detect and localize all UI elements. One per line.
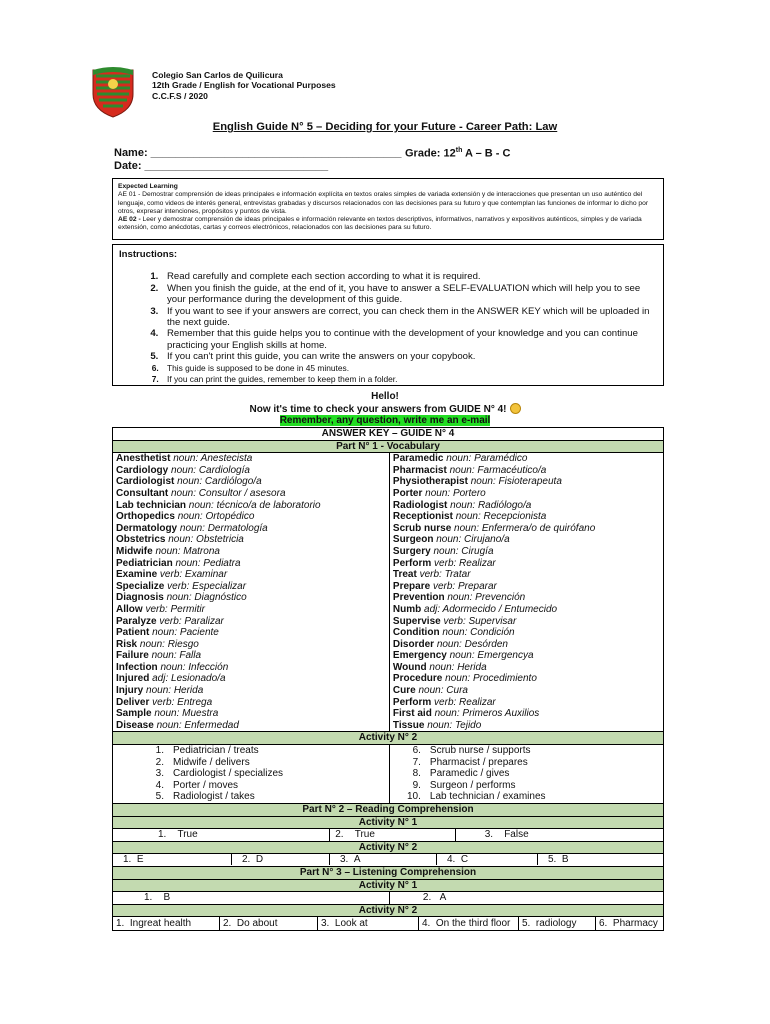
vocab-entry [389,720,663,732]
vocab-translation: noun: Enfermera/o de quirófano [454,522,596,534]
answer-cell: 2. A [389,892,663,905]
reminder-text: Remember, any question, write me an e-mail [279,415,491,426]
part3-heading: Part N° 3 – Listening Comprehension [113,866,664,879]
vocab-translation: noun: Pediatra [175,557,241,569]
school-logo [90,66,136,118]
instruction-item: 5. If you can't print this guide, you can write the answers on your copybook. [161,351,657,362]
item-answer: Lab technician / examines [429,791,546,803]
vocab-entry [113,488,390,500]
vocab-word: Radiologist [392,499,448,511]
vocab-translation: noun: Cirugía [433,545,494,557]
item-answer: Porter / moves [173,779,239,791]
vocab-entry [113,581,390,593]
item-number: 2. [155,756,164,768]
vocab-translation: verb: Especializar [167,580,247,592]
activity2-entry [389,780,663,792]
vocab-row [113,476,664,488]
answer-cell: 1. True [113,829,330,842]
activity2-entry [113,768,390,780]
vocab-entry [113,673,390,685]
check-answers-text: Now it's time to check your answers from GUIDE N° 4! [249,403,507,415]
hello-block [0,391,770,427]
item-answer: Surgeon / performs [429,779,516,791]
vocab-word: Injured [116,673,150,685]
vocab-row [113,500,664,512]
vocab-word: Diagnosis [116,592,164,604]
item-number: 10. [407,791,421,803]
vocab-entry [389,476,663,488]
item-answer: Midwife / delivers [173,756,250,768]
vocab-word: Wound [392,661,427,673]
answer-cell: 1. B [113,892,390,905]
vocab-translation: noun: Prevención [447,592,526,604]
vocab-translation: noun: Cardiología [171,464,250,476]
vocab-row [113,558,664,570]
vocab-word: Sample [116,708,152,720]
vocab-word: Treat [392,569,417,581]
vocab-translation: noun: Primeros Auxilios [434,708,540,720]
vocab-entry [389,673,663,685]
vocab-translation: noun: Desórden [436,638,508,650]
vocab-word: Disorder [392,638,435,650]
vocab-translation: noun: Herida [429,661,487,673]
vocab-word: First aid [392,708,432,720]
vocab-entry [113,453,390,465]
vocab-translation: noun: Muestra [154,708,219,720]
activity2-entry [389,791,663,803]
vocab-translation: noun: Radiólogo/a [450,499,532,511]
check-answers-line [0,403,770,416]
vocab-entry [389,534,663,546]
answer-cell: 2. Do about [220,917,318,930]
vocab-word: Condition [392,627,440,639]
item-number: 3. [155,768,164,780]
answer-cell: 4. C [437,854,538,865]
vocab-translation: noun: Portero [425,487,486,499]
part1-heading: Part N° 1 - Vocabulary [113,440,664,453]
activity2-entry [113,757,390,769]
vocab-translation: noun: Tejido [427,719,482,731]
vocab-row [113,604,664,616]
ae01-text: AE 01 - Demostrar comprensión de ideas principales e información explícita en textos orales simples de variada extensión y de interacciones que presentan un uso auténtico del lenguaje, como videos de interés general, entrevistas grabadas y discursos relacionados con las decisiones para su futuro y que contemplan las funciones de informar lo dicho por otros, expresar intenciones, propósitos y puntos de vista. [118,191,649,215]
vocab-entry [389,511,663,523]
vocab-entry [113,662,390,674]
vocab-word: Pediatrician [116,557,173,569]
vocab-translation: verb: Tratar [419,569,471,581]
vocab-entry [113,465,390,477]
vocab-translation: noun: Diagnóstico [166,592,247,604]
vocab-entry [113,546,390,558]
vocab-translation: noun: Infección [160,661,229,673]
vocab-entry [389,650,663,662]
vocab-word: Physiotherapist [392,476,468,488]
vocab-entry [113,592,390,604]
vocab-translation: noun: Falla [151,650,202,662]
vocab-entry [389,558,663,570]
vocab-word: Tissue [392,719,425,731]
grade-sup: th [455,147,463,154]
vocab-row [113,708,664,720]
vocab-translation: noun: Cirujano/a [436,534,510,546]
vocab-row [113,569,664,581]
vocab-translation: verb: Realizar [434,696,496,708]
vocab-row [113,627,664,639]
activity2-rows [113,745,664,804]
p3-activity1-heading: Activity N° 1 [113,879,664,892]
grade-field [405,147,510,160]
vocab-entry [113,708,390,720]
vocab-word: Procedure [392,673,443,685]
vocab-word: Cardiologist [116,476,175,488]
vocab-word: Supervise [392,615,441,627]
vocab-word: Cure [392,685,416,697]
instruction-item: 2. When you finish the guide, at the end of it, you have to answer a SELF-EVALUATION which will help you to see your performance during the development of this guide. [161,283,657,306]
instructions-box [112,244,664,386]
vocab-word: Lab technician [116,499,187,511]
vocab-word: Emergency [392,650,447,662]
vocab-word: Anesthetist [116,453,171,465]
item-number: 9. [412,779,421,791]
vocab-row [113,534,664,546]
vocab-entry [113,639,390,651]
vocab-entry [389,488,663,500]
vocab-row [113,546,664,558]
item-answer: Pharmacist / prepares [429,756,528,768]
vocab-entry [113,558,390,570]
vocab-row [113,673,664,685]
vocab-translation: verb: Permitir [145,603,205,615]
vocab-word: Specialize [116,580,165,592]
vocab-row [113,720,664,732]
item-number: 4. [155,779,164,791]
vocab-entry [389,662,663,674]
vocab-translation: noun: Matrona [155,545,220,557]
part2-heading: Part N° 2 – Reading Comprehension [113,804,664,817]
instructions-list [119,271,657,385]
vocab-translation: noun: Anestecista [173,453,253,465]
vocab-word: Receptionist [392,511,453,523]
vocab-entry [113,650,390,662]
vocab-entry [389,500,663,512]
vocabulary-rows [113,453,664,732]
ae02-body: Leer y demostrar comprensión de ideas principales e información relevante en textos descriptivos, informativos, narrativos y expositivos auténticos, simples y de variada extensión, como anécdotas, cartas y correos electrónicos, relacionados con las decisiones para su futuro. [118,216,642,232]
vocab-translation: verb: Examinar [159,569,228,581]
vocab-row [113,662,664,674]
vocab-entry [389,708,663,720]
vocab-entry [113,534,390,546]
vocab-translation: verb: Preparar [432,580,497,592]
vocab-translation: noun: Recepcionista [455,511,547,523]
activity2-entry [113,745,390,757]
name-field[interactable]: Name: _________________________________________ [114,147,402,159]
vocab-word: Numb [392,603,422,615]
vocab-word: Disease [116,719,154,731]
vocab-word: Prepare [392,580,431,592]
answer-cell: 2. D [232,854,330,865]
item-number: 8. [412,768,421,780]
vocab-entry [389,546,663,558]
vocab-row [113,697,664,709]
p3-activity1-row [113,892,664,905]
vocab-word: Perform [392,557,432,569]
vocab-row [113,453,664,465]
activity2-row [113,768,664,780]
vocab-translation: noun: Fisioterapeuta [470,476,562,488]
activity2-row [113,745,664,757]
p3-activity2-row [113,917,664,931]
ae02-label: AE 02 - [118,216,141,224]
answer-cell: 3. A [330,854,437,865]
activity2-row [113,780,664,792]
instruction-item: 6. This guide is supposed to be done in 45 minutes. [161,363,657,374]
reminder-line [0,415,770,427]
vocab-row [113,685,664,697]
item-answer: Pediatrician / treats [173,745,259,757]
grade-label: Grade: 12 [405,147,456,160]
answer-cell: 5. B [548,854,569,866]
activity2-row [113,791,664,803]
vocab-word: Orthopedics [116,511,175,523]
vocab-row [113,488,664,500]
answer-cell: 3. False [455,829,663,842]
activity2-entry [113,780,390,792]
vocab-entry [389,592,663,604]
p2a2-cells [113,854,663,865]
vocab-entry [389,569,663,581]
vocab-entry [113,569,390,581]
vocab-entry [389,639,663,651]
vocab-entry [113,523,390,535]
item-number: 1. [155,745,164,757]
activity2-entry [389,745,663,757]
vocab-entry [113,627,390,639]
school-info [152,70,336,101]
activity2-entry [389,757,663,769]
vocab-word: Patient [116,627,150,639]
answer-key-title: ANSWER KEY – GUIDE N° 4 [113,428,664,441]
answer-cell: 1. E [113,854,232,865]
p2-activity2-row [113,854,664,867]
vocab-translation: noun: Farmacéutico/a [449,464,547,476]
vocab-translation: noun: Paciente [152,627,219,639]
vocab-word: Infection [116,661,158,673]
hello-line: Hello! [371,391,399,402]
vocab-word: Paralyze [116,615,157,627]
item-number: 5. [155,791,164,803]
expected-learning-box [112,178,664,240]
vocab-word: Perform [392,696,432,708]
vocab-translation: noun: Dermatología [179,522,268,534]
vocab-word: Porter [392,487,423,499]
instruction-item: 7. If you can print the guides, remember to keep them in a folder. [161,374,657,385]
vocab-entry [389,581,663,593]
activity2-entry [389,768,663,780]
vocab-word: Paramedic [392,453,444,465]
grade-sections: A – B - C [462,147,511,160]
item-number: 6. [412,745,421,757]
date-field[interactable]: Date: ______________________________ [114,159,329,172]
vocab-translation: noun: Obstetricia [168,534,244,546]
answer-cell: 5. radiology [519,917,596,930]
item-answer: Radiologist / takes [173,791,255,803]
vocab-translation: verb: Paralizar [159,615,224,627]
page-title: English Guide N° 5 – Deciding for your Future - Career Path: Law [212,121,558,133]
vocab-entry [389,465,663,477]
vocab-word: Scrub nurse [392,522,452,534]
vocab-translation: noun: Enfermedad [156,719,239,731]
vocab-translation: noun: Emergencya [449,650,534,662]
vocab-word: Dermatology [116,522,178,534]
vocab-row [113,639,664,651]
vocab-entry [113,476,390,488]
vocab-row [113,650,664,662]
vocab-word: Risk [116,638,138,650]
vocab-entry [389,523,663,535]
vocab-translation: noun: Paramédico [446,453,528,465]
vocab-row [113,465,664,477]
instructions-heading: Instructions: [119,249,178,260]
vocab-translation: noun: Herida [146,685,204,697]
item-number: 7. [412,756,421,768]
vocab-translation: noun: Cura [418,685,468,697]
vocab-entry [113,697,390,709]
student-fields [114,147,402,172]
vocab-row [113,616,664,628]
instruction-item: 3. If you want to see if your answers are correct, you can check them in the ANSWER KEY which will be uploaded in the next guide. [161,306,657,329]
vocab-translation: verb: Entrega [152,696,213,708]
vocab-row [113,523,664,535]
vocab-row [113,592,664,604]
vocab-word: Cardiology [116,464,169,476]
smiling-face-icon [510,403,521,414]
vocab-translation: noun: Ortopédico [177,511,255,523]
vocab-word: Surgery [392,545,431,557]
vocab-word: Deliver [116,696,150,708]
instruction-item: 4. Remember that this guide helps you to continue with the development of your knowledge and you can continue practicing your English skills at home. [161,328,657,351]
vocab-word: Obstetrics [116,534,166,546]
vocab-word: Failure [116,650,149,662]
vocab-translation: adj: Adormecido / Entumecido [424,603,558,615]
vocab-translation: adj: Lesionado/a [152,673,226,685]
p3-activity2-heading: Activity N° 2 [113,904,664,917]
vocab-word: Pharmacist [392,464,447,476]
expected-learning-heading: Expected Learning [118,183,178,190]
vocab-entry [389,453,663,465]
vocab-word: Injury [116,685,144,697]
vocab-entry [389,627,663,639]
vocab-entry [113,616,390,628]
instruction-item: 1. Read carefully and complete each section according to what it is required. [161,271,657,282]
answer-cell: 4. On the third floor [419,917,519,930]
vocab-word: Consultant [116,487,169,499]
vocab-translation: noun: Consultor / asesora [171,487,286,499]
vocab-entry [389,604,663,616]
item-answer: Scrub nurse / supports [429,745,531,757]
activity2-row [113,757,664,769]
item-answer: Paramedic / gives [429,768,510,780]
vocab-translation: verb: Supervisar [443,615,517,627]
vocab-translation: noun: Cardiólogo/a [177,476,262,488]
p2-activity1-row [113,829,664,842]
vocab-translation: noun: técnico/a de laboratorio [188,499,321,511]
vocab-entry [113,604,390,616]
vocab-word: Midwife [116,545,153,557]
answer-cell: 6. Pharmacy [599,918,658,930]
school-name: Colegio San Carlos de Quilicura [152,70,283,80]
vocab-entry [389,616,663,628]
answer-cell: 1. Ingreat health [113,917,220,930]
vocab-word: Surgeon [392,534,434,546]
ae02-text [118,216,658,233]
answer-cell: 2. True [330,829,455,842]
vocab-entry [113,500,390,512]
vocab-entry [113,685,390,697]
school-code: C.C.F.S / 2020 [152,90,208,101]
answer-cell: 3. Look at [318,917,419,930]
vocab-translation: verb: Realizar [434,557,496,569]
vocab-word: Allow [116,603,143,615]
vocab-translation: noun: Condición [442,627,515,639]
grade-course: 12th Grade / English for Vocational Purposes [152,80,336,91]
vocab-word: Prevention [392,592,445,604]
activity2-heading: Activity N° 2 [113,732,664,745]
vocab-entry [389,697,663,709]
answer-key-table [112,427,664,931]
activity2-entry [113,791,390,803]
vocab-row [113,511,664,523]
vocab-entry [113,720,390,732]
item-answer: Cardiologist / specializes [173,768,284,780]
p3a2-cells [113,917,663,930]
vocab-entry [113,511,390,523]
vocab-entry [389,685,663,697]
p2-activity2-heading: Activity N° 2 [113,841,664,854]
vocab-translation: noun: Procedimiento [445,673,537,685]
vocab-row [113,581,664,593]
vocab-word: Examine [116,569,158,581]
vocab-translation: noun: Riesgo [139,638,199,650]
p2-activity1-heading: Activity N° 1 [113,816,664,829]
